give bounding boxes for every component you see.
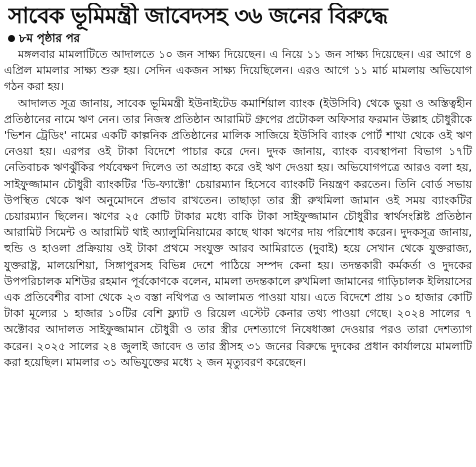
- continuation-note: [8, 31, 472, 46]
- article-body: [4, 47, 472, 371]
- headline: সাবেক ভূমিমন্ত্রী জাবেদসহ ৩৬ জনের বিরুদ্ধে: [8, 4, 388, 29]
- bullet-icon: [8, 35, 15, 42]
- paragraph-1: মঙ্গলবার মামলাটিতে আদালতে ১০ জন সাক্ষ্য দিয়েছেন। এ নিয়ে ১১ জন সাক্ষ্য দিয়েছেন। এর আগে ৪ এপ্রিল মামলার সাক্ষ্য শুরু হয়। সেদিন একজন সাক্ষ্য দিয়েছিলেন। এরও আগে ১১ মার্চ মামলায় অভিযোগ গঠন করা হয়।: [4, 48, 472, 94]
- paragraph-2: আদালত সূত্র জানায়, সাবেক ভূমিমন্ত্রী ইউনাইটেড কমার্শিয়াল ব্যাংক (ইউসিবি) থেকে ভুয়া ও অস্তিত্বহীন প্রতিষ্ঠানের নামে ঋণ নেন। তার নিজস্ব প্রতিষ্ঠান আরামিট গ্রুপের প্রটোকল অফিসার ফরমান উল্লাহ চৌধুরীকে 'ভিশন ট্রেডিং' নামের একটি কাল্পনিক প্রতিষ্ঠানের মালিক সাজিয়ে ইউসিবি ব্যাংক পোর্ট শাখা থেকে ওই ঋণ নেওয়া হয়। এরপর ওই টাকা বিদেশে পাচার করে দেন। দুদক জানায়, ব্যাংক ব্যবস্থাপনা বিভাগ ১৭টি নেতিবাচক ঋণঝুঁকির পর্যবেক্ষণ দিলেও তা অগ্রাহ্য করে ওই ঋণ দেওয়া হয়। অভিযোগপত্রে আরও বলা হয়, সাইফুজ্জামান চৌধুরী ব্যাংকটির 'ডি-ফ্যাক্টো' চেয়ারম্যান হিসেবে ব্যাংকটি নিয়ন্ত্রণ করতেন। তিনি বোর্ড সভায় উপস্থিত থেকে ঋণ অনুমোদনে প্রভাব রাখতেন। তাছাড়া তার স্ত্রী রুখমিলা জামান ওই সময় ব্যাংকটির চেয়ারম্যান ছিলেন। ঋণের ২৫ কোটি টাকার মধ্যে বাকি টাকা সাইফুজ্জামান চৌধুরীর স্বার্থসংশ্লিষ্ট প্রতিষ্ঠান আরামিট সিমেন্ট ও আরামিট থাই অ্যালুমিনিয়ামের কাছে থাকা ঋণের দায় পরিশোধ করেন। দুদকসূত্র জানায়, হুন্ডি ও হাওলা প্রক্রিয়ায় ওই টাকা প্রথমে সংযুক্ত আরব আমিরাতে (দুবাই) হয়ে সেখান থেকে যুক্তরাজ্য, যুক্তরাষ্ট্র, মালয়েশিয়া, সিঙ্গাপুরসহ বিভিন্ন দেশে পাঠিয়ে সম্পদ কেনা হয়। তদন্তকারী কর্মকর্তা ও দুদকের উপপরিচালক মশিউর রহমান পূর্বকোণকে বলেন, মামলা তদন্তকালে রুখমিলা জামানের গাড়িচালক ইলিয়াসের এক প্রতিবেশীর বাসা থেকে ২৩ বস্তা নথিপত্র ও আলামত পাওয়া যায়। এতে বিদেশে প্রায় ১০ হাজার কোটি টাকা মূল্যের ১ হাজার ১০টির বেশি ফ্ল্যাট ও রিয়েল এস্টেট কেনার তথ্য পাওয়া গেছে। ২০২৪ সালের ৭ অক্টোবর আদালত সাইফুজ্জামান চৌধুরী ও তার স্ত্রীর দেশত্যাগে নিষেধাজ্ঞা দেওয়ার পরও তারা দেশত্যাগ করেন। ২০২৫ সালের ২৪ জুলাই জাবেদ ও তার স্ত্রীসহ ৩১ জনের বিরুদ্ধে দুদকের প্রধান কার্যালয়ে মামলাটি করা হয়েছিল। মামলার ৩১ অভিযুক্তের মধ্যে ২ জন মৃত্যুবরণ করেছেন।: [4, 96, 472, 369]
- continuation-label: ৮ম পৃষ্ঠার পর: [19, 31, 80, 45]
